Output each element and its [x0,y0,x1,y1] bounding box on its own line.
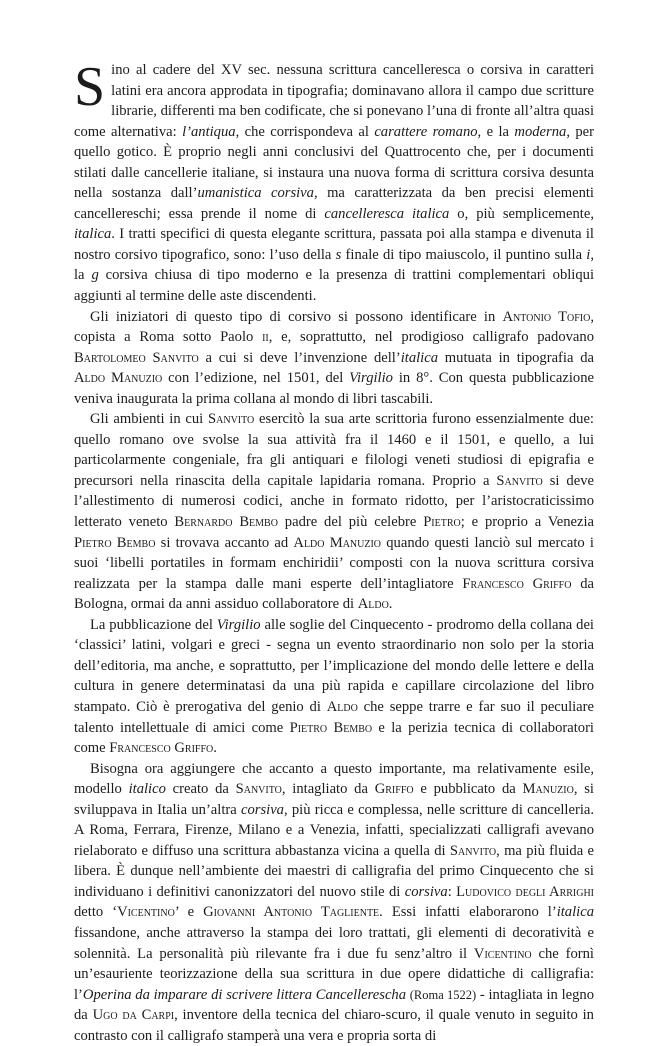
text-run: , si sviluppava in Italia un’altra [74,781,594,818]
text-run: e la perizia tecnica di collaboratori come [74,719,594,757]
text-run: Gli ambienti in cui [90,411,209,428]
text-run: che seppe trarre e far suo il peculiare talento intellettuale di amici come [74,698,594,736]
italic-text: Virgilio [349,370,393,387]
text-run: con l’edizione, nel 1501, del [162,370,350,387]
text-run: . [388,596,393,613]
small-caps-name: Francesco Griffo [462,575,572,592]
text-run: , intagliato da [281,781,375,798]
text-run: , e, soprattutto, nel prodigioso calligrafo padovano [268,329,594,346]
text-run: o, più semplicemente, [449,205,594,222]
small-caps-name: Sanvito [235,781,282,798]
small-caps-name: Vicentino [473,945,532,962]
text-run: , ma più fluida e libera. È dunque nell’ambiente dei maestri di calligrafia del primo Cinquecento che si individuano i definitivi canonizzatori del nuovo stile di [74,842,594,900]
small-caps-name: Aldo [357,596,389,613]
text-run: corsiva chiusa di tipo moderno e la presenza di trattini complementari obliqui aggiunti al termine delle aste discendenti. [74,267,595,305]
drop-cap: S [74,56,106,118]
small-caps-name: ii [262,329,269,346]
small-caps-name: Sanvito [449,842,497,859]
text-run: . I tratti specifici di questa elegante scrittura, passata poi alla stampa e divenuta il nostro corsivo tipografico, sono: l’uso della [74,226,594,263]
paragraph-1 [74,56,595,307]
text-run: quando questi lanciò sul mercato i suoi ‘libelli portatiles in formam enchiridii’ composti con la nuova scrittura corsiva realizzata per la stampa dalle mani esperte dell’intagliatore [74,534,594,592]
small-caps-name: Aldo Manuzio [293,534,382,551]
text-run: ; e proprio a Venezia [460,514,595,531]
text-run: detto ‘ [74,904,118,921]
text-run: esercitò la sua arte scrittoria furono essenzialmente due: quello romano ove svolse la sua attività fra il 1460 e il 1501, e quello, a lui particolarmente congeniale, fra gli antiquari e filologi veneti studiosi di epigrafia e precursori nella rinascita della capitale lapidaria romana. Proprio a [74,411,594,489]
text-run: , che corrispondeva al [235,123,375,140]
text-run: in 8°. Con questa pubblicazione veniva inaugurata la prima collana al mondo di libri tascabili. [74,370,594,407]
text-run: . Essi infatti elaborarono l’ [379,904,557,921]
small-caps-name: Ugo da Carpi [92,1007,175,1024]
paragraph-3 [74,409,594,614]
text-run: che fornì un’esauriente teorizzazione della sua scrittura in due opere didattiche di calligrafia: l’ [74,945,594,1003]
text-run: Bisogna ora aggiungere che accanto a questo importante, ma relativamente esile, modello [74,760,594,798]
small-caps-name: Griffo [374,781,414,798]
italic-text: italica [74,226,112,243]
italic-text: g [91,267,99,284]
small-caps-name: Bartolomeo Sanvito [74,349,199,366]
text-run: padre del più celebre [277,514,424,531]
text-run: e pubblicato da [413,781,523,798]
paragraph-2 [74,307,594,410]
small-caps-name: Vicentino [117,904,175,921]
small-caps-name: Aldo [326,698,358,715]
paragraph-5 [74,759,594,1046]
italic-text: italico [128,781,166,798]
small-caps-name: Ludovico degli Arrighi [456,883,595,900]
small-text: (Roma 1522) [409,987,477,1002]
italic-text: l’antiqua [182,123,236,140]
text-run: alle soglie del Cinquecento - prodromo della collana dei ‘classici’ latini, volgari e greci - segna un evento straordinario non solo per la storia dell’editoria, ma anche, e soprattutto, per l’implicazione del mondo delle lettere e della cultura in genere determinatasi da una più rapida e capillare circolazione del libro stampato. Ciò è prerogativa del genio di [74,616,594,715]
small-caps-name: Giovanni Antonio Tagliente [203,904,380,921]
text-run: si trovava accanto ad [155,534,294,551]
italic-text: italica [400,349,439,366]
text-run: La pubblicazione del [90,616,217,633]
small-caps-name: Pietro [423,514,461,531]
text-run: , inventore della tecnica del chiaro-scuro, il quale venuto in seguito in contrasto con il calligrafo stamperà una vera e propria sorta di [74,1007,594,1044]
text-run: ’ e [174,904,204,921]
italic-text: cancelleresca italica [324,205,450,222]
italic-text: carattere romano [374,123,478,140]
text-run: Gli iniziatori di questo tipo di corsivo si possono identificare in [90,308,503,325]
page-body [74,56,595,1046]
small-caps-name: Antonio Tofio [502,308,591,325]
text-run: , copista a Roma sotto Paolo [74,308,594,346]
text-run: da Bologna, ormai da anni assiduo collaboratore di [74,575,594,613]
small-caps-name: Sanvito [496,472,543,489]
small-caps-name: Bernardo Bembo [174,514,278,531]
text-run: , ma caratterizzata da ben precisi elementi cancellereschi; essa prende il nome di [74,185,594,222]
text-run: ino al cadere del XV sec. nessuna scrittura cancelleresca o corsiva in caratteri latini era ancora approdata in tipografia; dominavano allora il campo due scritture librarie, differenti ma ben codificate, che si ponevano l’una di fronte all’altra quasi come alternativa: [74,62,594,140]
text-run: , la [74,246,594,284]
italic-text: Operina da imparare di scrivere littera Cancellerescha [82,986,407,1003]
text-run: : [447,883,457,900]
small-caps-name: Pietro Bembo [74,534,156,551]
small-caps-name: Sanvito [208,411,255,428]
italic-text: corsiva [404,883,448,900]
italic-text: i [586,246,591,263]
small-caps-name: Aldo Manuzio [74,370,163,387]
text-run: , e la [477,123,515,140]
small-caps-name: Francesco Griffo [109,740,214,757]
text-run: , più ricca e complessa, nelle scritture di cancelleria. A Roma, Ferrara, Firenze, Milano e a Venezia, infatti, specializzati calligrafi avevano rielaborato e diffuso una scrittura abbastanza vicina a quella di [74,801,595,859]
text-run: creato da [165,781,236,798]
text-run: si deve l’allestimento di numerosi codici, anche in formato ridotto, per l’aristocraticissimo letterato veneto [74,472,594,531]
italic-text: s [335,246,342,263]
paragraph-4 [74,615,594,759]
text-run: , per quello gotico. È proprio negli anni conclusivi del Quattrocento che, per i documenti stilati dalle cancellerie italiane, si instaura una nuova forma di scrittura corsiva desunta nella sostanza dall’ [74,123,595,202]
text-run: fissandone, anche attraverso la stampa dei loro trattati, gli elementi di decoratività e solennità. La personalità più rilevante fra i due fu senz’altro il [74,924,594,962]
text-run: a cui si deve l’invenzione dell’ [198,349,401,366]
italic-text: corsiva [241,801,284,818]
italic-text: moderna [514,123,567,140]
italic-text: Virgilio [216,616,261,633]
small-caps-name: Pietro Bembo [289,719,373,736]
italic-text: italica [556,904,594,921]
text-run: finale di tipo maiuscolo, il puntino sulla [341,246,587,263]
text-run: - intagliata in legno da [74,986,595,1024]
text-run: mutuata in tipografia da [438,349,594,366]
text-run: . [213,740,217,757]
small-caps-name: Manuzio [522,781,574,798]
italic-text: umanistica corsiva [197,185,314,202]
